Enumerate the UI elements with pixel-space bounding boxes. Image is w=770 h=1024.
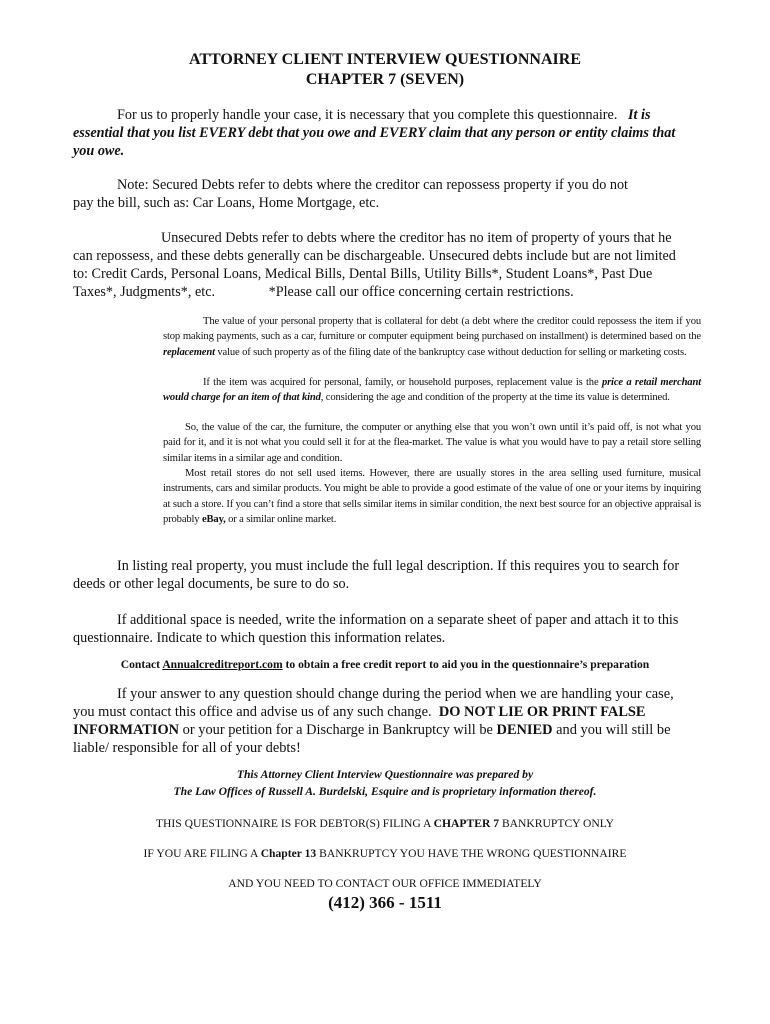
real-property-paragraph: In listing real property, you must include the full legal description. If this requires you to search for deeds or other legal documents, be sure to do so. [73, 558, 680, 592]
valuation-paragraph-4: Most retail stores do not sell used items. However, there are usually stores in the area selling used furniture, musical instruments, cars and similar products. You might be able to provide a good estimate of the value of one or your items by inquiring at such a store. If you can’t find a store that sells similar items in similar condition, the next best source for an objective appraisal is probably eBay, or a similar online market. [163, 468, 701, 525]
wrong-questionnaire-notice: IF YOU ARE FILING A Chapter 13 BANKRUPTCY YOU HAVE THE WRONG QUESTIONNAIRE [143, 847, 627, 860]
intro-paragraph [73, 106, 691, 160]
warning-paragraph: If your answer to any question should change during the period when we are handling your case, you must contact this office and advise us of any such change. DO NOT LIE OR PRINT FALSE INFORMATION or your petition for a Discharge in Bankruptcy will be DENIED and you will still be liable/ responsible for all of your debts! [73, 686, 674, 756]
denied-warning: DENIED [496, 722, 553, 738]
restrictions-footnote: *Please call our office concerning certain restrictions. [268, 284, 574, 300]
secured-debts-note [73, 176, 633, 212]
credit-report-line: Contact Annualcreditreport.com to obtain a free credit report to aid you in the questionnaire’s preparation [120, 658, 650, 671]
unsecured-debts-note [73, 229, 693, 301]
contact-office-notice: AND YOU NEED TO CONTACT OUR OFFICE IMMEDIATELY [228, 877, 542, 890]
intro-text: For us to properly handle your case, it is necessary that you complete this questionnaire. [117, 107, 618, 123]
unsecured-debts-text: Unsecured Debts refer to debts where the creditor has no item of property of yours that he can repossess, and these debts generally can be dischargeable. Unsecured debts include but are not limited to: Credit Cards, Personal Loans, Medical Bills, Dental Bills, Utility Bills*, Student Loans*, Past Due Taxes*, Judgments*, etc. [73, 230, 676, 300]
intro-emphasis: It is essential that you list EVERY debt that you owe and EVERY claim that any person or entity claims that you owe. [73, 107, 676, 159]
prepared-by-line: This Attorney Client Interview Questionnaire was prepared by [236, 768, 534, 781]
valuation-paragraph-2: If the item was acquired for personal, family, or household purposes, replacement value is the price a retail merchant would charge for an item of that kind, considering the age and condition of the property at the time its value is determined. [163, 377, 701, 404]
secured-debts-text: Note: Secured Debts refer to debts where the creditor can repossess property if you do not pay the bill, such as: Car Loans, Home Mortgage, etc. [73, 177, 628, 211]
additional-space-paragraph: If additional space is needed, write the information on a separate sheet of paper and attach it to this questionnaire. Indicate to which question this information relates. [73, 612, 679, 646]
office-phone-number: (412) 366 - 1511 [328, 893, 442, 912]
chapter-7-notice: THIS QUESTIONNAIRE IS FOR DEBTOR(S) FILING A CHAPTER 7 BANKRUPTCY ONLY [155, 817, 615, 830]
credit-report-link[interactable]: Annualcreditreport.com [162, 658, 283, 671]
valuation-paragraph-1: The value of your personal property that is collateral for debt (a debt where the creditor could repossess the item if you stop making payments, such as a car, furniture or computer equipment being purchased on installment) is determined based on the replacement value of such property as of the filing date of the bankruptcy case without deduction for selling or marketing costs. [163, 316, 701, 358]
valuation-paragraph-3: So, the value of the car, the furniture, the computer or anything else that you won’t own until it’s paid off, is not what you paid for it, and it is not what you could sell it for at the flea-market. The value is what you would have to pay a retail store selling similar items in a similar age and condition. [163, 422, 701, 464]
page-title: ATTORNEY CLIENT INTERVIEW QUESTIONNAIRE [189, 51, 581, 68]
false-information-warning: DO NOT LIE OR PRINT FALSE INFORMATION [73, 704, 646, 738]
page-subtitle: CHAPTER 7 (SEVEN) [305, 71, 465, 88]
law-office-line: The Law Offices of Russell A. Burdelski, Esquire and is proprietary information thereof. [173, 785, 597, 798]
